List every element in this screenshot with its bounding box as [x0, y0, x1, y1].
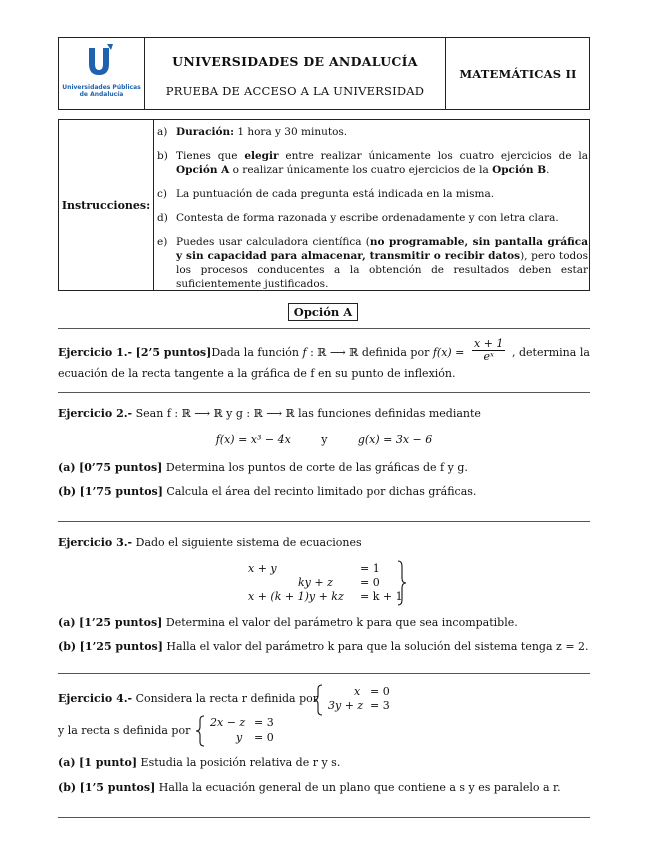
- exercise-title: Ejercicio 1.-: [58, 346, 133, 359]
- left-brace-icon: [312, 684, 324, 716]
- ex4-part-a: [58, 756, 340, 769]
- math: ky + z: [298, 576, 333, 589]
- instruction-d: [157, 211, 588, 225]
- text: 1 hora y 30 minutos.: [233, 126, 348, 138]
- exam-name: PRUEBA DE ACCESO A LA UNIVERSIDAD: [165, 84, 425, 98]
- ex4-s-intro: y la recta s definida por: [58, 724, 191, 737]
- math: 2x − z: [210, 716, 246, 729]
- marker: b): [157, 150, 168, 162]
- ex1-line2: ecuación de la recta tangente a la gráfica de f en su punto de inflexión.: [58, 367, 456, 380]
- part-label: (b): [58, 485, 77, 498]
- ex1-fraction: [472, 338, 505, 363]
- ex4-s-row2-right: = 0: [254, 731, 274, 744]
- bold-text: no programable, sin pantalla gráfica y sin capacidad para almacenar, transmitir o recibir datos: [176, 236, 589, 262]
- divider: [58, 673, 590, 674]
- math: x: [354, 685, 361, 698]
- ex3-statement: [58, 536, 362, 549]
- ex3-row3-right: = k + 1: [360, 590, 403, 603]
- part-label: (a): [58, 616, 76, 629]
- math: y: [236, 731, 243, 744]
- points: [2’5 puntos]: [135, 346, 212, 359]
- instruction-c: [157, 187, 588, 201]
- points: [0’75 puntos]: [79, 461, 163, 474]
- marker: c): [157, 188, 167, 200]
- ex2-part-b: [58, 485, 476, 498]
- exercise-title: Ejercicio 3.-: [58, 536, 133, 549]
- marker: a): [157, 126, 168, 138]
- text: Determina los puntos de corte de las gráficas de f y g.: [162, 461, 468, 474]
- ex3-row2-left: [298, 576, 333, 589]
- instructions-table: [58, 119, 590, 291]
- text: Contesta de forma razonada y escribe ordenadamente y con letra clara.: [176, 212, 559, 224]
- text: Dada la función: [211, 346, 303, 359]
- text: Calcula el área del recinto limitado por dichas gráficas.: [162, 485, 477, 498]
- text: entre realizar únicamente los cuatro ejercicios de la: [278, 150, 588, 162]
- ex4-s-row1-left: [210, 716, 245, 729]
- text: o realizar únicamente los cuatro ejercicios de la: [229, 164, 493, 176]
- math: f(x) = x³ − 4x: [215, 433, 291, 446]
- ex3-row1-left: [248, 562, 277, 575]
- university-logo-icon: [87, 44, 113, 78]
- points: [1’25 puntos]: [79, 640, 163, 653]
- text: Tienes que: [176, 150, 245, 162]
- divider: [58, 328, 590, 329]
- logo-text-line2: de Andalucía: [79, 91, 124, 98]
- bold-text: Duración:: [176, 126, 234, 138]
- points: [1’75 puntos]: [79, 485, 163, 498]
- text: .: [546, 164, 550, 176]
- divider: [58, 521, 590, 522]
- university-name: UNIVERSIDADES DE ANDALUCÍA: [172, 54, 418, 69]
- exercise-title: Ejercicio 2.-: [58, 407, 133, 420]
- instruction-e: [157, 235, 589, 291]
- part-label: (a): [58, 461, 76, 474]
- ex4-r-row2-left: [328, 699, 363, 712]
- ex3-part-a: [58, 616, 518, 629]
- option-title: Opción A: [288, 303, 358, 321]
- ex3-part-b: [58, 640, 589, 653]
- ex4-s-row1-right: = 3: [254, 716, 274, 729]
- bold-text: Opción A: [176, 164, 230, 176]
- divider: [58, 817, 590, 818]
- points: [1’5 puntos]: [79, 781, 156, 794]
- math: f: [302, 346, 307, 359]
- left-brace-icon: [194, 715, 206, 747]
- text: Estudia la posición relativa de r y s.: [137, 756, 341, 769]
- logo-cell: [59, 38, 145, 109]
- ex4-s-row2-left: [236, 731, 242, 744]
- ex4-r-row2-right: = 3: [370, 699, 390, 712]
- bold-text: Opción B: [492, 164, 547, 176]
- text: y: [321, 433, 328, 446]
- ex2-part-a: [58, 461, 468, 474]
- ex4-r-row1-right: = 0: [370, 685, 390, 698]
- header-table: [58, 37, 590, 110]
- marker: e): [157, 236, 168, 248]
- math: g(x) = 3x − 6: [357, 433, 433, 446]
- points: [1’25 puntos]: [79, 616, 163, 629]
- text: Halla la ecuación general de un plano que contiene a s y es paralelo a r.: [155, 781, 561, 794]
- logo-text-line1: Universidades Públicas: [62, 84, 141, 91]
- ex2-definitions: [58, 433, 590, 446]
- text: Halla el valor del parámetro k para que la solución del sistema tenga z = 2.: [162, 640, 589, 653]
- text: Determina el valor del parámetro k para que sea incompatible.: [162, 616, 518, 629]
- ex1-statement: [58, 346, 464, 359]
- ex2-statement: [58, 407, 481, 420]
- ex3-row3-left: [248, 590, 344, 603]
- exercise-title: Ejercicio 4.-: [58, 692, 133, 705]
- marker: d): [157, 212, 168, 224]
- text: : ℝ ⟶ ℝ definida por: [306, 346, 433, 359]
- denominator: eˣ: [483, 350, 494, 363]
- subject-title: MATEMÁTICAS II: [445, 38, 590, 109]
- instruction-b: [157, 149, 588, 177]
- math: x + (k + 1)y + kz: [248, 590, 344, 603]
- numerator: x + 1: [474, 337, 504, 350]
- instructions-label: Instrucciones:: [59, 120, 154, 290]
- bold-text: elegir: [244, 150, 279, 162]
- text: La puntuación de cada pregunta está indicada en la misma.: [176, 188, 495, 200]
- ex3-row1-right: = 1: [360, 562, 380, 575]
- points: [1 punto]: [79, 756, 138, 769]
- right-brace-icon: [396, 560, 408, 606]
- text: Sean f : ℝ ⟶ ℝ y g : ℝ ⟶ ℝ las funciones definidas mediante: [135, 407, 481, 420]
- math: f(x) =: [432, 346, 465, 359]
- ex4-part-b: [58, 781, 561, 794]
- divider: [58, 392, 590, 393]
- ex3-row2-right: = 0: [360, 576, 380, 589]
- ex4-r-row1-left: [354, 685, 360, 698]
- ex1-statement-end: , determina la: [512, 346, 590, 359]
- text: Puedes usar calculadora científica (: [176, 236, 370, 248]
- text: Dado el siguiente sistema de ecuaciones: [132, 536, 362, 549]
- ex4-statement: [58, 692, 318, 705]
- instruction-a: [157, 125, 588, 139]
- math: 3y + z: [328, 699, 364, 712]
- part-label: (b): [58, 781, 77, 794]
- text: ), pero todos los procesos conducentes a la obtención de resultados deben estar suficientemente justificados.: [176, 250, 588, 290]
- part-label: (a): [58, 756, 76, 769]
- part-label: (b): [58, 640, 77, 653]
- math: x + y: [248, 562, 277, 575]
- text: Considera la recta r definida por: [132, 692, 319, 705]
